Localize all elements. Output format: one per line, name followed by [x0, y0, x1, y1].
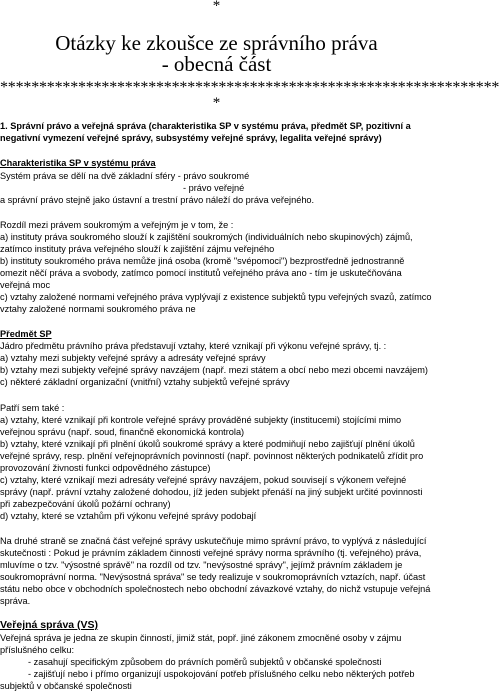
section-heading-charakteristika: Charakteristika SP v systému práva — [0, 158, 156, 168]
body-line: zatímco instituty práva veřejného slouží k zajištění zájmu veřejného — [0, 244, 275, 254]
question-heading-line2: negativní vymezení veřejné správy, subsystémy veřejné správy, legalita veřejné správy) — [0, 133, 382, 143]
body-line: - zasahují specifickým způsobem do právních poměrů subjektů v občanské společnosti — [28, 657, 382, 667]
body-line: c) vztahy, které vznikají mezi adresáty veřejné správy navzájem, pokud souvisejí s výkonem veřejné — [0, 475, 407, 485]
body-line: veřejné správy, resp. plnění veřejnoprávních povinností (např. povinnost některých podnikatelů zřídit pro — [0, 451, 424, 461]
body-line: správy (např. právní vztahy založené dohodou, jíž jeden subjekt přenáší na jiný subjekt určité povinnosti — [0, 487, 423, 497]
body-line: skutečnosti : Pokud je právním základem činnosti veřejné správy norma správního (tj. veřejného) práva, — [0, 548, 422, 558]
body-line: Systém práva se dělí na dvě základní sféry - právo soukromé — [0, 171, 250, 181]
body-line: subjektů v občanské společnosti — [0, 681, 132, 691]
body-line: vztahy založené normami soukromého práva ne — [0, 304, 196, 314]
body-line: b) vztahy mezi subjekty veřejné správy navzájem (např. mezi státem a obcí nebo mezi obcemi navzájem) — [0, 365, 428, 375]
body-line: při zabezpečování úkolů požární ochrany) — [0, 499, 171, 509]
body-line: b) vztahy, které vznikají při plnění úkolů soukromé správy a které podmiňují nebo zajišťují plnění úkolů — [0, 439, 415, 449]
body-line: státu nebo obce v obchodních společnostech nebo obchodní závazkové vztahy, do nichž vstupuje veřejná — [0, 584, 431, 594]
body-line: Na druhé straně se značná část veřejné správy uskutečňuje mimo správní právo, to vyplývá z následující — [0, 536, 427, 546]
section-heading-predmet: Předmět SP — [0, 329, 52, 339]
body-line: - zajišťují nebo i přímo organizují uspokojování potřeb příslušného celku nebo některých potřeb — [28, 669, 415, 679]
body-line: c) vztahy založené normami veřejného práva vyplývají z existence subjektů typu veřejných svazů, zatímco — [0, 292, 432, 302]
body-line: Veřejná správa je jedna ze skupin činností, jimiž stát, popř. jiné zákonem zmocněné osoby v zájmu — [0, 633, 402, 643]
body-line: a) instituty práva soukromého slouží k zajištění soukromých (individuálních nebo skupinových) zájmů, — [0, 232, 413, 242]
body-line: d) vztahy, které se vztahům při výkonu veřejné správy podobají — [0, 511, 257, 521]
body-line: - právo veřejné — [183, 183, 245, 193]
body-line: správa. — [0, 596, 31, 606]
body-line: c) některé základní organizační (vnitřní) vztahy subjektů veřejné správy — [0, 377, 290, 387]
document-title-line1: Otázky ke zkoušce ze správního práva — [55, 31, 378, 55]
body-line: soukromoprávní norma. "Nevýsostná správa" se tedy realizuje v soukromoprávních vztazích, např. účast — [0, 572, 426, 582]
body-line: omezit něčí práva a svobody, zatímco pomocí institutů veřejného práva ano - tím je uskutečňována — [0, 268, 402, 278]
star-separator-mid: * — [212, 95, 221, 111]
body-line: veřejná moc — [0, 280, 51, 290]
star-separator-top: * — [212, 0, 221, 14]
section-heading-verejna-sprava: Veřejná správa (VS) — [0, 619, 99, 631]
question-heading-line1: 1. Správní právo a veřejná správa (charakteristika SP v systému práva, předmět SP, pozitivní a — [0, 121, 411, 131]
body-line: b) instituty soukromého práva nemůže jiná osoba (kromě "svépomoci") bezprostředně jednostranně — [0, 256, 405, 266]
body-line: a správní právo stejně jako ústavní a trestní právo náleží do práva veřejného. — [0, 195, 315, 205]
body-line: Rozdíl mezi právem soukromým a veřejným je v tom, že : — [0, 220, 234, 230]
body-line: mluvíme o tzv. "výsostné správě" na rozdíl od tzv. "nevýsostné správy", jejímž právním základem je — [0, 560, 403, 570]
star-divider-line: **************************************************************** — [0, 79, 499, 96]
body-line: a) vztahy mezi subjekty veřejné správy a adresáty veřejné správy — [0, 353, 266, 363]
body-line: a) vztahy, které vznikají při kontrole veřejné správy prováděné subjekty (institucemi) stojícími mimo — [0, 415, 402, 425]
body-line: Jádro předmětu právního práva představují vztahy, které vznikají při výkonu veřejné správy, tj. : — [0, 341, 387, 351]
body-line: příslušného celku: — [0, 645, 75, 655]
body-line: veřejnou správu (např. soud, finančně ekonomická kontrola) — [0, 427, 245, 437]
body-line: provozování živnosti funkci odpovědného zástupce) — [0, 463, 211, 473]
body-line: Patří sem také : — [0, 403, 65, 413]
document-title-line2: - obecná část — [161, 52, 272, 76]
